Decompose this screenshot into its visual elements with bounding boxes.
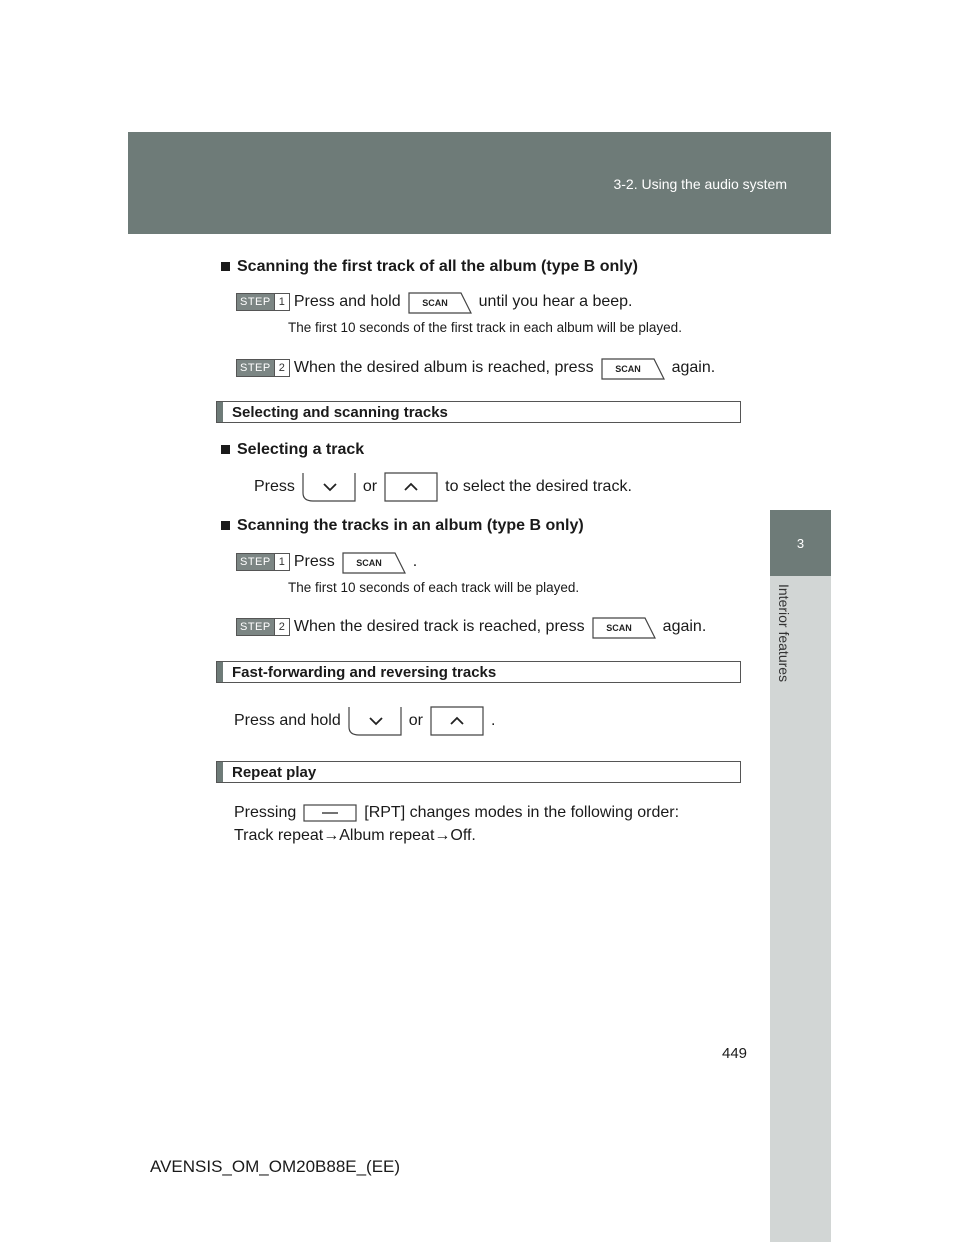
- svg-text:SCAN: SCAN: [421, 298, 448, 308]
- chapter-label-tab: [770, 576, 831, 1242]
- scan-button-icon: [600, 355, 666, 381]
- chevron-down-button-icon: [347, 705, 403, 737]
- repeat-order-text: Track repeat→Album repeat→Off.: [234, 827, 476, 844]
- scan-button-icon: [591, 614, 657, 640]
- subheading-scan-first-track: Scanning the first track of all the album (type B only): [237, 258, 638, 275]
- note-text: The first 10 seconds of each track will be played.: [288, 580, 580, 595]
- scan-button-icon: [341, 549, 407, 575]
- step-row: STEP 1 Press SCAN .: [236, 549, 417, 575]
- document-code: AVENSIS_OM_OM20B88E_(EE): [150, 1157, 401, 1176]
- chapter-number: 3: [796, 535, 805, 551]
- step-badge: STEP 2: [236, 359, 290, 377]
- subheading-selecting-track: Selecting a track: [237, 441, 365, 458]
- section-reference: 3-2. Using the audio system: [613, 176, 787, 192]
- section-title-bar: Fast-forwarding and reversing tracks: [216, 661, 741, 683]
- step-badge: STEP 1: [236, 553, 290, 571]
- instruction-row: Press and hold or .: [234, 705, 495, 737]
- svg-text:SCAN: SCAN: [605, 623, 632, 633]
- chapter-tab: [770, 510, 831, 576]
- note-text: The first 10 seconds of the first track in each album will be played.: [288, 320, 682, 335]
- step-row: STEP 2 When the desired track is reached, press SCAN again.: [236, 614, 706, 640]
- section-title-bar: Selecting and scanning tracks: [216, 401, 741, 423]
- step-row: STEP 1 Press and hold SCAN until you hear a beep.: [236, 289, 632, 315]
- chevron-down-button-icon: [301, 471, 357, 503]
- scan-button-icon: [407, 289, 473, 315]
- svg-text:SCAN: SCAN: [614, 364, 641, 374]
- instruction-row: Press or to select the desired track.: [254, 471, 632, 503]
- step-badge: STEP 2: [236, 618, 290, 636]
- step-badge: STEP 1: [236, 293, 290, 311]
- rpt-button-icon: [302, 803, 358, 823]
- section-title-bar: Repeat play: [216, 761, 741, 783]
- page-number: 449: [722, 1045, 748, 1062]
- chevron-up-button-icon: [383, 471, 439, 503]
- instruction-row: Pressing [RPT] changes modes in the following order:: [234, 804, 680, 821]
- svg-text:SCAN: SCAN: [356, 558, 382, 568]
- step-row: STEP 2 When the desired album is reached, press SCAN again.: [236, 355, 715, 381]
- chevron-up-button-icon: [429, 705, 485, 737]
- header-band: [128, 132, 831, 234]
- chapter-label: Interior features: [776, 584, 792, 683]
- subheading-scan-tracks: Scanning the tracks in an album (type B only): [237, 517, 584, 534]
